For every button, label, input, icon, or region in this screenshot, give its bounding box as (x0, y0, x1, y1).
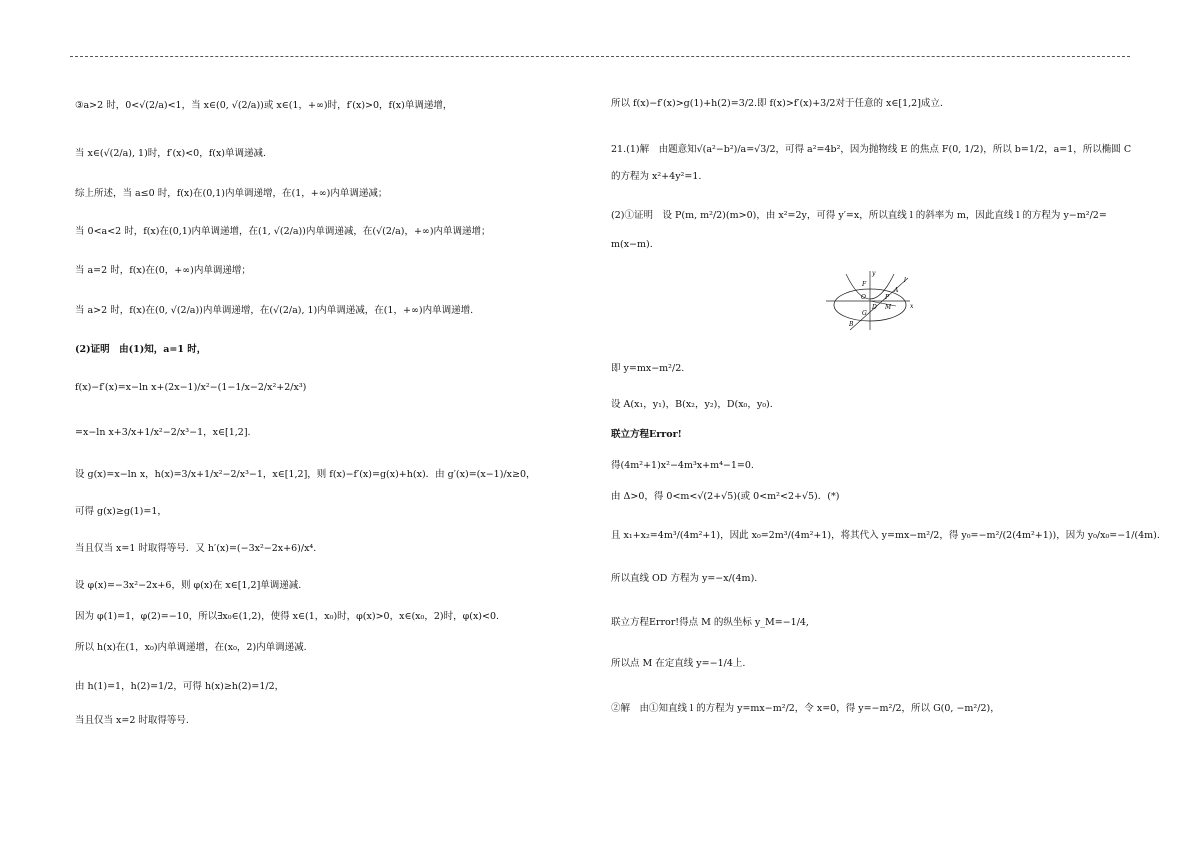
text-line: 当且仅当 x=2 时取得等号. (75, 715, 189, 726)
label-o: O (861, 294, 866, 301)
text-line: 设 g(x)=x−ln x，h(x)=3/x+1/x²−2/x³−1，x∈[1,2]，则 f(x)−f′(x)=g(x)+h(x)．由 g′(x)=(x−1)/x≥0， (75, 469, 536, 480)
text-line: 当 a=2 时，f(x)在(0，+∞)内单调递增； (75, 265, 251, 276)
ellipse-parabola-figure (824, 268, 916, 332)
label-b: B (849, 321, 854, 328)
text-line: 联立方程Error!得点 M 的纵坐标 y_M=−1/4, (611, 617, 809, 628)
text-line: 当 a>2 时，f(x)在(0, √(2/a))内单调递增，在(√(2/a), 1)内单调递减，在(1，+∞)内单调递增. (75, 305, 474, 316)
label-d: D (872, 304, 877, 311)
label-y: y (872, 270, 876, 277)
line-l (850, 278, 908, 330)
label-l: l (904, 277, 906, 284)
label-g: G (862, 310, 867, 317)
equation-line: 即 y=mx−m²/2. (611, 363, 685, 374)
text-line: 且 x₁+x₂=4m³/(4m²+1)，因此 x₀=2m³/(4m²+1)，将其代入 y=mx−m²/2，得 y₀=−m²/(2(4m²+1))，因为 y₀/x₀=−1/(4m). (611, 530, 1160, 541)
text-line: 设 φ(x)=−3x²−2x+6，则 φ(x)在 x∈[1,2]单调递减. (75, 580, 302, 591)
text-line: 当且仅当 x=1 时取得等号．又 h′(x)=(−3x²−2x+6)/x⁴. (75, 543, 317, 554)
text-line: 所以 h(x)在(1，x₀)内单调递增，在(x₀，2)内单调递减. (75, 642, 307, 653)
label-f: F (862, 281, 867, 288)
text-line: 当 0<a<2 时，f(x)在(0,1)内单调递增，在(1, √(2/a))内单调递减，在(√(2/a)，+∞)内单调递增； (75, 226, 491, 237)
text-line: 因为 φ(1)=1，φ(2)=−10，所以∃x₀∈(1,2)，使得 x∈(1，x₀)时，φ(x)>0，x∈(x₀，2)时，φ(x)<0. (75, 611, 500, 622)
label-m: M (885, 304, 892, 311)
header-dashed-rule (70, 56, 1130, 57)
equation-line: =x−ln x+3/x+1/x²−2/x³−1，x∈[1,2]. (75, 427, 251, 438)
text-line: 综上所述，当 a≤0 时，f(x)在(0,1)内单调递增，在(1，+∞)内单调递减； (75, 188, 388, 199)
text-line: 可得 g(x)≥g(1)=1， (75, 506, 167, 517)
text-line: 的方程为 x²+4y²=1. (611, 171, 702, 182)
equation-line: f(x)−f′(x)=x−ln x+(2x−1)/x²−(1−1/x−2/x²+2/x³) (75, 382, 307, 393)
text-line: 所以点 M 在定直线 y=−1/4上. (611, 658, 746, 669)
text-line: 当 x∈(√(2/a), 1)时，f′(x)<0，f(x)单调递减. (75, 148, 267, 159)
text-line: 由 Δ>0，得 0<m<√(2+√5)(或 0<m²<2+√5)．(*) (611, 491, 840, 502)
text-line: ③a>2 时，0<√(2/a)<1，当 x∈(0, √(2/a))或 x∈(1，+∞)时，f′(x)>0，f(x)单调递增， (75, 100, 453, 111)
text-line: 所以 f(x)−f′(x)>g(1)+h(2)=3/2.即 f(x)>f′(x)+3/2对于任意的 x∈[1,2]成立. (611, 98, 943, 109)
text-line: 由 h(1)=1，h(2)=1/2，可得 h(x)≥h(2)=1/2， (75, 681, 285, 692)
text-line: (2)证明 由(1)知，a=1 时， (75, 344, 207, 355)
text-line: 设 A(x₁，y₁)，B(x₂，y₂)，D(x₀，y₀). (611, 399, 773, 410)
text-line: (2)①证明 设 P(m, m²/2)(m>0)，由 x²=2y，可得 y′=x，所以直线 l 的斜率为 m，因此直线 l 的方程为 y−m²/2= (611, 210, 1107, 221)
text-line: m(x−m). (611, 239, 653, 250)
text-line: ②解 由①知直线 l 的方程为 y=mx−m²/2，令 x=0，得 y=−m²/2，所以 G(0, −m²/2)， (611, 703, 1000, 714)
text-line: 联立方程Error! (611, 429, 682, 440)
label-p: P (885, 294, 890, 301)
label-a: A (894, 287, 899, 294)
label-x: x (910, 303, 914, 310)
text-line: 所以直线 OD 方程为 y=−x/(4m). (611, 573, 758, 584)
text-line: 21.(1)解 由题意知√(a²−b²)/a=√3/2，可得 a²=4b²，因为抛物线 E 的焦点 F(0, 1/2)，所以 b=1/2，a=1，所以椭圆 C (611, 144, 1132, 155)
equation-line: 得(4m²+1)x²−4m³x+m⁴−1=0. (611, 460, 754, 471)
